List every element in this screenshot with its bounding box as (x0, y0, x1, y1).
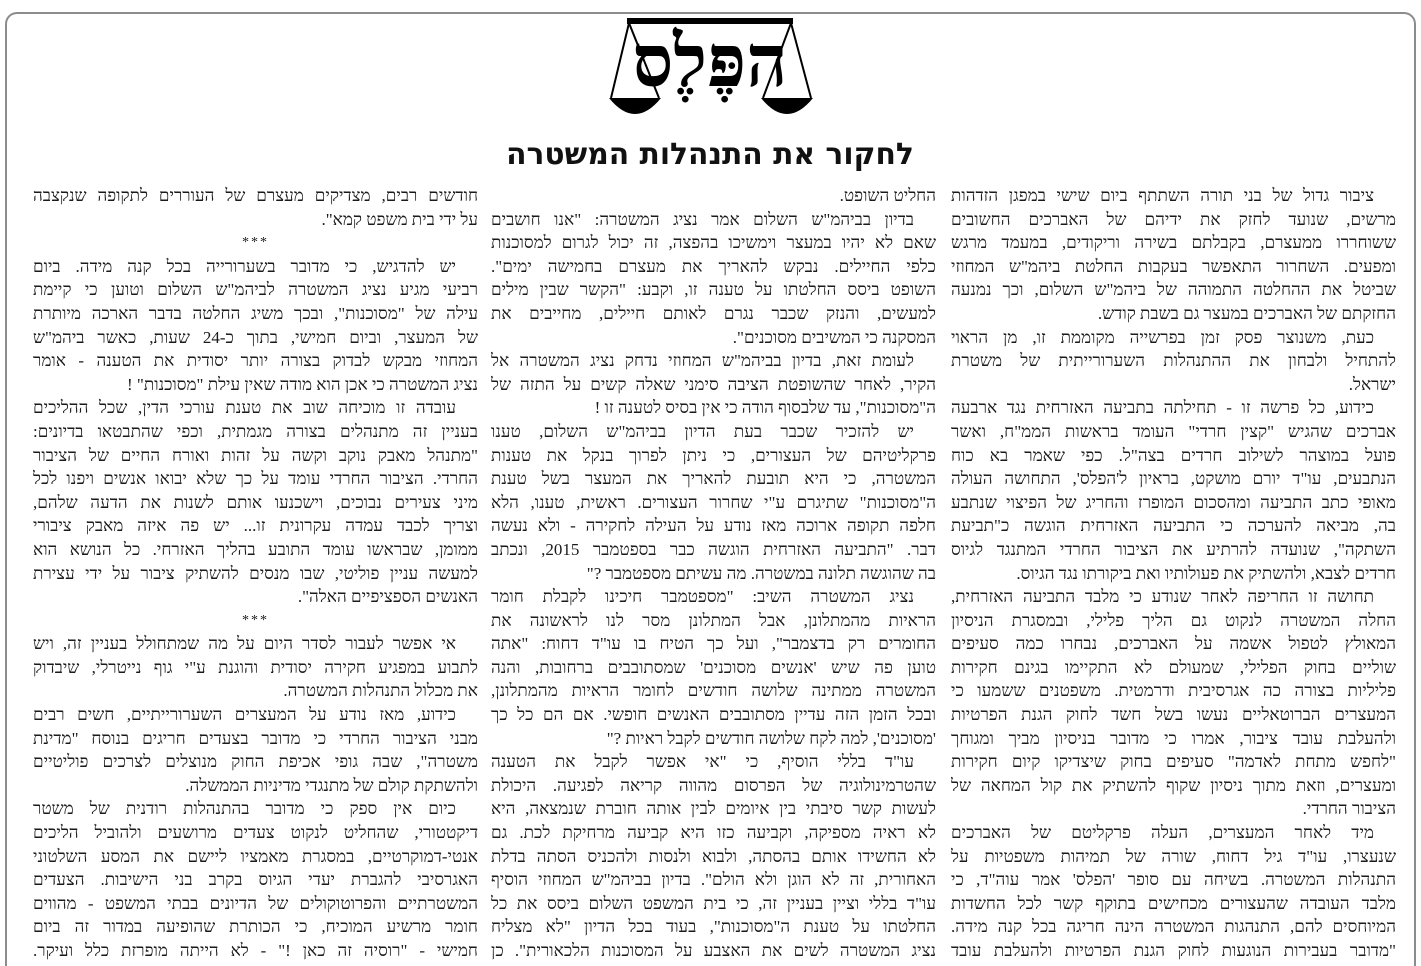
text-line: המעצרים הברוטאליים נעשו בשל חשד לחוק הגנת הפרטיות (951, 705, 1396, 725)
text-line: מלבד העובדה שהעצורים מכחישים בתוקף קשר לכל החשדות (951, 893, 1396, 913)
section-separator (33, 609, 478, 633)
text-line: שהטרמינולוגיה של הפרסום מהווה קריאה לפגיעה. היכולת (491, 775, 936, 795)
logo-text: הפֶּלֶס (632, 22, 788, 102)
text-line: נציג המשטרה השיב: "מספטמבר חיכינו לקבלת חומר (491, 587, 914, 607)
text-line: תחושה זו החריפה לאחר שנודע כי מלבד התביעה האזרחית, (951, 587, 1374, 607)
text-line: על ידי בית משפט קמא". (321, 209, 478, 229)
text-line: בה שהוגשה תלונה במשטרה. מה עשיתם מספטמבר ?" (586, 563, 936, 583)
text-line: יש להזכיר שכבר בעת הדיון בביהמ"ש השלום, טענו (491, 421, 914, 441)
headline: לחקור את התנהלות המשטרה (506, 137, 914, 172)
text-line: חלפה תקופה ארוכה מאז נודע על העילה לחקירה - ולא נעשה (491, 516, 936, 536)
paragraph (951, 184, 1396, 326)
text-line: המשטרה ממתינה שלושה חודשים לחומר הראיות מהמתלונן, (491, 681, 936, 701)
paragraph (951, 821, 1396, 963)
text-line: התנהלות המשטרה. בשיחה עם סופר 'הפלס' אמר עוה"ד, כי (951, 870, 1396, 890)
text-line: לא החשידו אותם בהסתה, ולבוא ולנסות ולהכניס הסתה בדלת (491, 846, 936, 866)
text-line: למעשה עניין פוליטי, שבו מנסים להשתיק ציבור על ידי עצירת (33, 563, 478, 583)
text-line: חמישי - "רוסיה זה כאן !" - לא הייתה מופרזת כלל ועיקר. (33, 941, 478, 960)
text-line: דבר. "התביעה האזרחית הוגשה כבר בספטמבר 2015, ונכתב (491, 539, 936, 559)
text-line: שביטל את ההחלטה התמוהה של ביהמ"ש השלום, וכך נמנעה (951, 280, 1396, 300)
paragraph (491, 750, 936, 962)
section-separator (33, 231, 478, 255)
text-line: להתחיל ולבחון את ההתנהלות השערורייתית של משטרת (951, 351, 1396, 371)
text-line: ששוחררו ממעצרם, בקבלתם בשירה וריקודים, במעמד מרגש (951, 233, 1396, 253)
text-line: ובכל הזמן הזה עדיין מסתובבים האנשים חופשי. אם הם כל כך (491, 705, 936, 725)
text-line: כלפי החיילים. נבקש להאריך את מעצרם בחמישה ימים". (491, 256, 936, 276)
paragraph (951, 396, 1396, 585)
article-column-3 (33, 184, 478, 963)
paragraph (951, 326, 1396, 397)
text-line: אברכים שהגיש "קצין חרדי" העומד בראשות הממ"ח, ואשר (951, 421, 1396, 441)
text-line: עו"ד בללי הוסיף, כי "אי אפשר לקבל את הטענה (491, 752, 914, 772)
text-line: וצריך לכבד עמדה עקרונית זו... יש פה איזה מאבק ציבורי (33, 516, 478, 536)
text-line: השתקה", שנועדה להרתיע את הציבור החרדי המתנגד לגיוס (951, 539, 1396, 559)
paragraph (33, 396, 478, 608)
text-line: בה, מביאה להערכה כי התביעה האזרחית הוגשה כ"תביעת (951, 516, 1396, 536)
text-line: למעשים, והנזק שכבר נגרם לאותם חיילים, מחייבים את (491, 303, 936, 323)
text-line: החזקתם של האברכים במעצר גם בשבת קודש. (1097, 303, 1396, 323)
text-line: חרדים לצבא, ולהשתיק את פעולותיו ואת ביקורתו נגד הגיוס. (1016, 563, 1396, 583)
text-line: המאולץ לטפול אשמה על האברכים, נבחרו כמה סעיפים (951, 634, 1396, 654)
text-line: נציג המשטרה כי אכן הוא מודה שאין עילת "מסוכנות" ! (127, 374, 478, 394)
text-line: של המעצר, וביום חמישי, בתוך כ-24 שעות, כאשר ביהמ"ש (33, 327, 478, 347)
text-line: כיום אין ספק כי מדובר בהתנהלות רודנית של משטר (33, 799, 456, 819)
text-line: המיוחסים להם, התנהגות המשטרה הינה חריגה בכל קנה מידה. (951, 917, 1396, 937)
text-line: שוליים בחוק הפלילי, שמעולם לא התקיימו בגינם חקירות (951, 657, 1396, 677)
text-line: בעניין זה מתנהלים בצורה מגמתית, וכפי שהתבטאו בדיונים: (33, 421, 478, 441)
paragraph (951, 585, 1396, 821)
text-line: לתבוע במפגיע חקירה יסודית והוגנת ע"י גוף נייטרלי, שיבדוק (33, 657, 478, 677)
text-line: הקיר, לאחר שהשופטת הציבה סימני שאלה קשים על התזה של (491, 374, 936, 394)
paragraph (491, 349, 936, 420)
text-line: מרשים, שנועד לחזק את ידיהם של האברכים החשובים (951, 209, 1396, 229)
text-line: המשטרה, כי היא תובעת להאריך את המעצר בשל טענת (491, 469, 936, 489)
text-line: ישראל. (1348, 374, 1396, 394)
text-line: ומפעים. השחרור התאפשר בעקבות החלטת ביהמ"ש המחוזי (951, 256, 1396, 276)
text-line: מבני הציבור החרדי כי מדובר בצעדים חריגים בנוסח "מדינת (33, 728, 478, 748)
text-line: עו"ד בללי וציין בעניין זה, כי בית המשפט השלום ביסס את כל (491, 893, 936, 913)
text-line: מיני צעירים נבוכים, וישכנעו אותם לשנות את הדעה שלהם, (33, 492, 478, 512)
text-line: ציבור גדול של בני תורה השתתף ביום שישי במפגן הזדהות (951, 186, 1374, 205)
text-line: החומרים רק בדצמבר", ועל כך הטיח בו עו"ד דחוח: "אתה (491, 634, 936, 654)
text-line: "מדובר בעבירות הנוגעות לחוק הגנת הפרטיות ולהעלבת עובד (951, 941, 1396, 960)
text-line: נציג המשטרה לשים את האצבע על המסוכנות הלכאורית". כן (491, 941, 936, 960)
text-line: עובדה זו מוכיחה שוב את טענת עורכי הדין, שכל ההליכים (33, 398, 456, 418)
paragraph (33, 703, 478, 797)
text-line: המשטרתיים והפרוטוקולים של הדיונים בבתי המשפט - מהווים (33, 893, 478, 913)
text-line: החלטתו על טענת ה"מסוכנות", בעוד בכל הדיון "לא מצליח (491, 917, 936, 937)
text-line: חומר מרשיע המוכיח, כי הכותרת שהופיעה במדור זה ביום (33, 917, 478, 937)
text-line: לא ראיה מספיקה, וקביעה כזו היא קביעה מרחיקת לכת. גם (491, 823, 936, 843)
text-line: אנטי-דמוקרטיים, במסגרת מאמציו ליישם את המסע השלטוני (33, 846, 478, 866)
separator-stars: *** (242, 235, 269, 251)
text-line: ה"מסוכנות", עד שלבסוף הודה כי אין בסיס לטענה זו ! (594, 398, 936, 418)
text-line: רביעי מגיע נציג המשטרה לביהמ"ש השלום וטוען כי קיימת (33, 280, 478, 300)
text-line: "מתנהל מאבק נוקב וקשה על זהות ואורח החיים של הציבור (33, 445, 478, 465)
text-line: טוען פה שיש 'אנשים מסוכנים' שמסתובבים ברחובות, והנה (491, 657, 936, 677)
paragraph (33, 797, 478, 962)
text-line: יש להדגיש, כי מדובר בשערורייה בכל קנה מידה. ביום (33, 256, 456, 276)
text-line: לעומת זאת, בדיון בביהמ"ש המחוזי נדחק נציג המשטרה אל (491, 351, 914, 371)
text-line: פועל במוצהר לשילוב חרדים בצה"ל. כפי שאמר בא כוח (951, 445, 1396, 465)
text-line: לעשות קשר סיבתי בין איומים לבין אותה חוברת שנמצאה, היא (491, 799, 936, 819)
text-line: 'מסוכנים', למה לקח שלושה חודשים לקבל ראיות ?" (606, 728, 936, 748)
text-line: כידוע, כל פרשה זו - תחילתה בתביעה האזרחית נגד ארבעה (951, 398, 1374, 418)
text-line: החרדי. הציבור החרדי עומד על כך שלא יבואו אנשים ויפנו לכל (33, 469, 478, 489)
text-line: הראיות מהמתלונן, אבל המתלונן מסר לנו לראשונה את (491, 610, 936, 630)
text-line: מאופי כתב התביעה ומהסכום המופרז והחריג של הפיצוי שנתבע (951, 492, 1396, 512)
text-line: האחורית, זה לא הוגן ולא הולם". בדיון בביהמ"ש המחוזי הוסיף (491, 870, 936, 890)
paragraph (491, 184, 936, 208)
text-line: החליט השופט. (839, 186, 936, 205)
text-line: ולהשתקת קולם של מתנגדי מדיניות הממשלה. (185, 775, 478, 795)
text-line: דיקטטורי, שהחליט לנקוט צעדים מרושעים ולהוביל הליכים (33, 823, 478, 843)
text-line: חודשים רבים, מצדיקים מעצרם של העוררים לתקופה שנקצבה (33, 186, 478, 205)
text-line: ולהעלבת עובד ציבור, אמרו כי מדובר בניסיון מביך ומגוחך (951, 728, 1396, 748)
text-line: המסקנה כי המשיבים מסוכנים". (732, 327, 936, 347)
text-line: הציבור החרדי. (1302, 799, 1396, 819)
text-line: "לחפש מתחת לאדמה" סעיפים בחוק שיצדיקו קיום חקירות (951, 752, 1396, 772)
text-line: האנשים הספציפיים האלה". (297, 587, 478, 607)
article-column-1 (951, 184, 1396, 963)
text-line: אי אפשר לעבור לסדר היום על מה שמתחולל בעניין זה, ויש (33, 634, 456, 654)
text-line: עילה של "מסוכנות", ובכך משיג החלטה בדבר הארכה מיותרת (33, 303, 478, 323)
text-line: משטרה", שבה גופי אכיפת החוק מנוצלים לצרכים פוליטיים (33, 752, 478, 772)
text-line: פליליות בצורה כה אגרסיבית ודרמטית. משפטנים ששמעו כי (951, 681, 1396, 701)
paragraph (491, 420, 936, 585)
text-line: המחוזי מבקש לבדוק בצורה יותר יסודית את הטענה - אומר (33, 351, 478, 371)
paragraph (491, 208, 936, 350)
text-line: השופט ביסס החלטתו על טענה זו, וקבע: "הקשר שבין מילים (491, 280, 936, 300)
paragraph (33, 632, 478, 703)
text-line: הנתבעים, עו"ד יורם מושקט, בראיון ל'הפלס', התחושה העולה (951, 469, 1396, 489)
text-line: כעת, משנוצר פסק זמן בפרשייה מקוממת זו, מן הראוי (951, 327, 1374, 347)
text-line: האגרסיבי להגברת יעדי הגיוס בקרב בני הישיבות. הצעדים (33, 870, 478, 890)
text-line: פרקליטיהם של העצורים, כי ניתן לפרוך בנקל את טענות (491, 445, 936, 465)
text-line: בדיון בביהמ"ש השלום אמר נציג המשטרה: "אנו חושבים (491, 209, 914, 229)
text-line: כידוע, מאז נודע על המעצרים השערורייתיים, חשים רבים (33, 705, 456, 725)
text-line: ממומן, שבראשו עומד התובע בהליך האזרחי. כל הנושא הוא (33, 539, 478, 559)
text-line: ה"מסוכנות" שתיגרם ע"י שחרור העצורים. ראשית, טענו, הלא (491, 492, 936, 512)
text-line: את מכלול התנהלות המשטרה. (283, 681, 478, 701)
text-line: החלה המשטרה לנקוט גם הליך פלילי, ובמסגרת הניסיון (951, 610, 1396, 630)
paragraph (33, 255, 478, 397)
article-column-2 (491, 184, 936, 963)
text-line: ומעצרים, וזאת מתוך ניסיון שקוף להשתיק את קול המחאה של (951, 775, 1396, 795)
paragraph (491, 585, 936, 750)
masthead-logo (605, 14, 815, 124)
paragraph (33, 184, 478, 231)
text-line: שנעצרו, עו"ד גיל דחוח, שורה של תמיהות משפטיות על (951, 846, 1396, 866)
separator-stars: *** (242, 612, 269, 628)
text-line: מיד לאחר המעצרים, העלה פרקליטם של האברכים (951, 823, 1374, 843)
text-line: שאם לא יהיו במעצר וימשיכו בהפצה, זה יכול לגרום למסוכנות (491, 233, 936, 253)
